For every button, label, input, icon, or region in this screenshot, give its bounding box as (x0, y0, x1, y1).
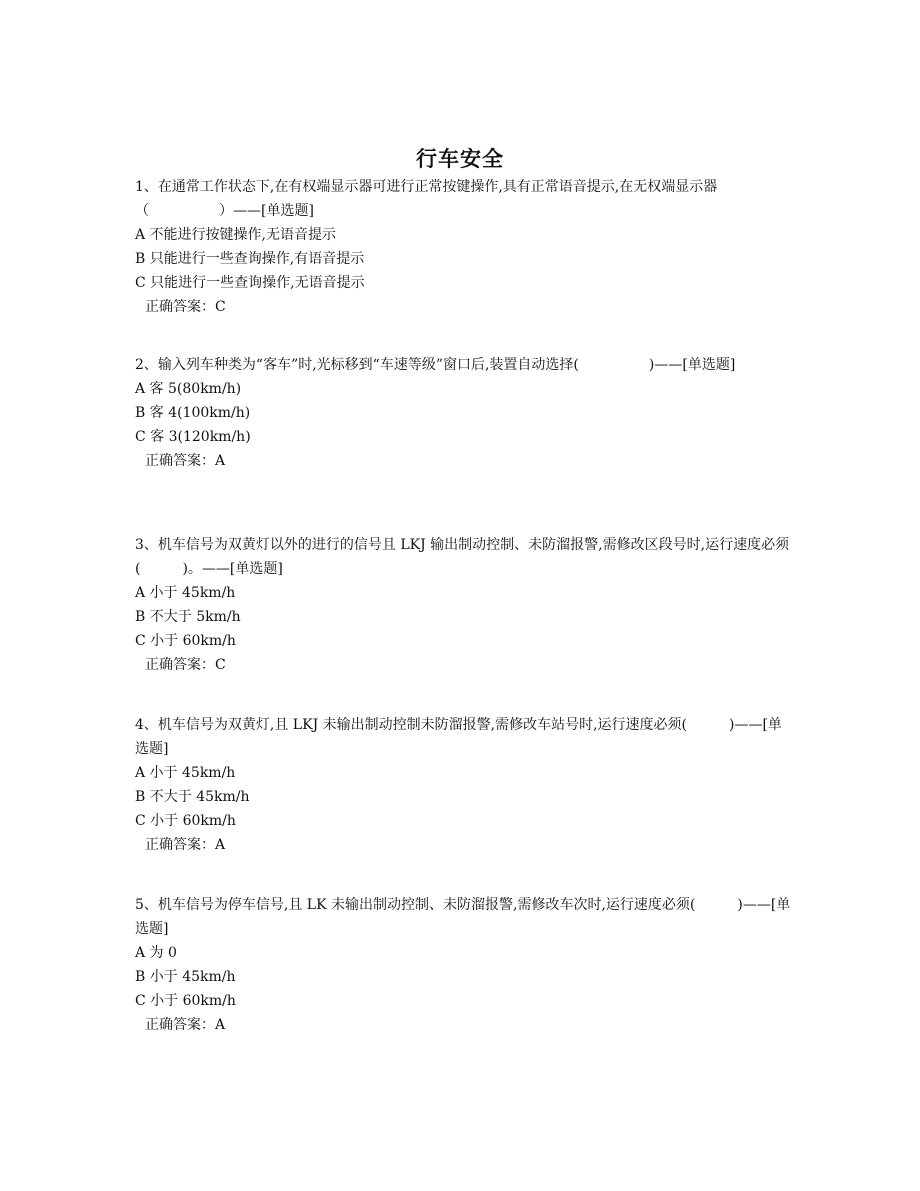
correct-answer: 正确答案：C (145, 299, 226, 315)
option-c: C 小于 60km/h (135, 633, 236, 649)
option-c: C 小于 60km/h (135, 813, 236, 829)
page-title: 行车安全 (416, 147, 504, 171)
correct-answer: 正确答案：A (145, 1017, 226, 1033)
option-b: B 只能进行一些查询操作,有语音提示 (135, 251, 365, 267)
correct-answer: 正确答案：A (145, 837, 226, 853)
correct-answer: 正确答案：A (145, 453, 226, 469)
question-1 (135, 175, 795, 319)
option-b: B 不大于 45km/h (135, 789, 250, 805)
question-4 (135, 713, 795, 857)
question-text: 5、机车信号为停车信号,且 LK 未输出制动控制、未防溜报警,需修改车次时,运行速度必须( )——[单选题] (135, 897, 791, 937)
option-a: A 小于 45km/h (135, 765, 236, 781)
question-text: 1、在通常工作状态下,在有权端显示器可进行正常按键操作,具有正常语音提示,在无权端显示器（ ）——[单选题] (135, 179, 718, 219)
option-a: A 不能进行按键操作,无语音提示 (135, 227, 337, 243)
question-5 (135, 893, 795, 1037)
option-b: B 不大于 5km/h (135, 609, 241, 625)
option-a: A 小于 45km/h (135, 585, 236, 601)
question-text: 4、机车信号为双黄灯,且 LKJ 未输出制动控制未防溜报警,需修改车站号时,运行速度必须( )——[单选题] (135, 717, 782, 757)
question-2 (135, 353, 795, 473)
question-3 (135, 533, 795, 677)
option-b: B 客 4(100km/h) (135, 405, 251, 421)
option-c: C 只能进行一些查询操作,无语音提示 (135, 275, 365, 291)
question-text: 2、输入列车种类为“客车”时,光标移到“车速等级”窗口后,装置自动选择( )——[单选题] (135, 357, 736, 373)
option-c: C 小于 60km/h (135, 993, 236, 1009)
option-a: A 为 0 (135, 945, 177, 961)
correct-answer: 正确答案：C (145, 657, 226, 673)
option-b: B 小于 45km/h (135, 969, 236, 985)
option-a: A 客 5(80km/h) (135, 381, 242, 397)
option-c: C 客 3(120km/h) (135, 429, 251, 445)
question-text: 3、机车信号为双黄灯以外的进行的信号且 LKJ 输出制动控制、未防溜报警,需修改区段号时,运行速度必须( )。——[单选题] (135, 537, 790, 577)
